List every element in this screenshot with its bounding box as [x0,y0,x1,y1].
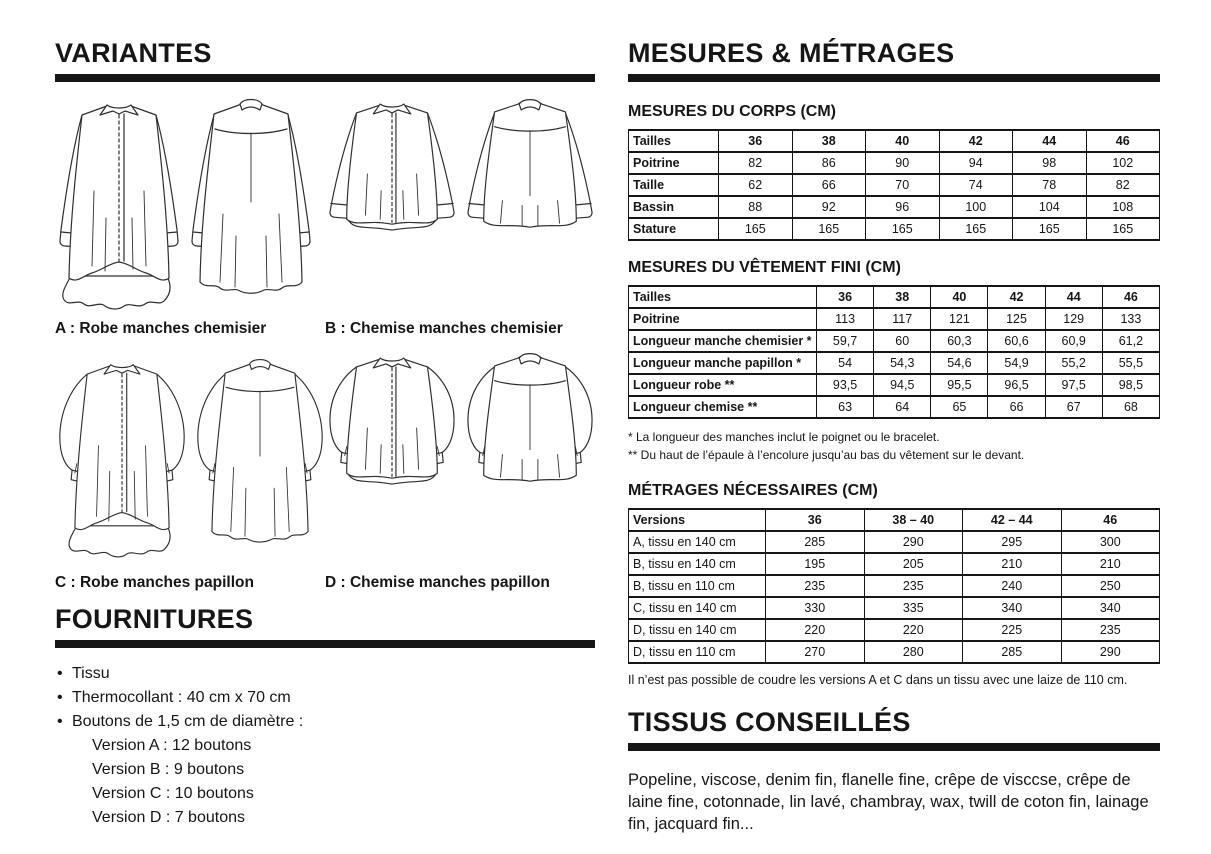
table-row [629,619,1160,641]
dress-shirt-sleeve-front-illustration [57,96,181,311]
cell-value: 66 [988,396,1045,418]
list-item: Version C : 10 boutons [92,785,254,802]
header-size: 38 – 40 [864,509,963,531]
cell-value: 225 [963,619,1062,641]
row-label: C, tissu en 140 cm [629,597,766,619]
cell-value: 220 [864,619,963,641]
cell-value: 235 [766,575,865,597]
mesures-heading-rule [628,74,1160,82]
cell-value: 205 [864,553,963,575]
row-label: Stature [629,218,719,240]
cell-value: 98 [1013,152,1087,174]
table-row [629,575,1160,597]
row-label: D, tissu en 140 cm [629,619,766,641]
row-label: Poitrine [629,152,719,174]
cell-value: 65 [931,396,988,418]
cell-value: 88 [719,196,793,218]
header-size: 38 [792,130,866,152]
variant-d [325,350,595,592]
row-label: Longueur robe ** [629,374,817,396]
table-row [629,352,1160,374]
tissus-heading-rule [628,743,1160,751]
row-label: A, tissu en 140 cm [629,531,766,553]
cell-value: 280 [864,641,963,663]
header-size: 46 [1086,130,1160,152]
header-size: 44 [1013,130,1087,152]
cell-value: 235 [864,575,963,597]
left-column [55,40,595,835]
cell-value: 100 [939,196,1013,218]
yardage-note: Il n’est pas possible de coudre les versions A et C dans un tissu avec une laize de 110 cm. [628,673,1128,687]
cell-value: 340 [1061,597,1160,619]
row-label: Taille [629,174,719,196]
cell-value: 285 [766,531,865,553]
list-item: • Tissu [55,662,595,686]
list-item: Version A : 12 boutons [92,737,252,754]
dress-papillon-sleeve-back-illustration [195,350,325,565]
cell-value: 62 [719,174,793,196]
cell-value: 94 [939,152,1013,174]
body-measurements-title: MESURES DU CORPS (CM) [628,103,837,120]
header-size: 42 [988,286,1045,308]
cell-value: 97,5 [1045,374,1102,396]
table-header-row [629,286,1160,308]
table-row [629,308,1160,330]
table-row [629,330,1160,352]
header-size: 42 – 44 [963,509,1062,531]
header-size: 38 [874,286,931,308]
cell-value: 113 [817,308,874,330]
dress-shirt-sleeve-back-illustration [189,96,313,311]
cell-value: 82 [1086,174,1160,196]
fournitures-heading-rule [55,640,595,648]
finished-garment-title: MESURES DU VÊTEMENT FINI (CM) [628,259,901,276]
header-size: 36 [719,130,793,152]
cell-value: 96 [866,196,940,218]
cell-value: 70 [866,174,940,196]
footnote-sleeve: * La longueur des manches inclut le poignet ou le bracelet. [628,430,940,444]
table-row [629,374,1160,396]
cell-value: 59,7 [817,330,874,352]
yardage-table [628,508,1160,664]
cell-value: 270 [766,641,865,663]
finished-garment-table [628,285,1160,419]
header-size: 36 [766,509,865,531]
cell-value: 133 [1102,308,1159,330]
mesures-metrages-title: MESURES & MÉTRAGES [628,38,955,68]
header-size: 44 [1045,286,1102,308]
cell-value: 240 [963,575,1062,597]
cell-value: 220 [766,619,865,641]
cell-value: 68 [1102,396,1159,418]
cell-value: 165 [1086,218,1160,240]
variant-c [55,350,325,592]
list-item: Version D : 7 boutons [92,809,245,826]
shirt-shirt-sleeve-back-illustration [465,96,595,248]
right-column [628,40,1160,835]
table-row [629,396,1160,418]
fournitures-list [55,662,595,734]
header-size: 40 [866,130,940,152]
row-label: Bassin [629,196,719,218]
variant-a-figures [55,96,325,311]
fournitures-title: FOURNITURES [55,604,254,634]
cell-value: 54,6 [931,352,988,374]
cell-value: 125 [988,308,1045,330]
cell-value: 300 [1061,531,1160,553]
cell-value: 60,3 [931,330,988,352]
cell-value: 129 [1045,308,1102,330]
body-measurements-table [628,129,1160,241]
cell-value: 98,5 [1102,374,1159,396]
footnote-length: ** Du haut de l’épaule à l’encolure jusqu’au bas du vêtement sur le devant. [628,448,1025,462]
cell-value: 92 [792,196,866,218]
header-size: 46 [1102,286,1159,308]
cell-value: 165 [939,218,1013,240]
row-label: Longueur manche papillon * [629,352,817,374]
cell-value: 108 [1086,196,1160,218]
cell-value: 165 [719,218,793,240]
cell-value: 93,5 [817,374,874,396]
header-label: Tailles [629,286,817,308]
cell-value: 340 [963,597,1062,619]
variants-grid [55,96,595,592]
variant-a-caption: A : Robe manches chemisier [55,320,267,337]
cell-value: 63 [817,396,874,418]
shirt-papillon-sleeve-back-illustration [465,350,595,502]
table-row [629,597,1160,619]
header-size: 46 [1061,509,1160,531]
shirt-shirt-sleeve-front-illustration [327,96,457,248]
cell-value: 165 [1013,218,1087,240]
row-label: Poitrine [629,308,817,330]
cell-value: 250 [1061,575,1160,597]
list-item: • Thermocollant : 40 cm x 70 cm [55,686,595,710]
row-label: Longueur chemise ** [629,396,817,418]
cell-value: 290 [864,531,963,553]
cell-value: 78 [1013,174,1087,196]
cell-value: 96,5 [988,374,1045,396]
yardage-title: MÉTRAGES NÉCESSAIRES (CM) [628,482,878,499]
footnotes [628,428,1160,464]
cell-value: 60 [874,330,931,352]
variant-a [55,96,325,338]
table-row [629,196,1160,218]
table-row [629,174,1160,196]
cell-value: 335 [864,597,963,619]
dress-papillon-sleeve-front-illustration [57,350,187,565]
cell-value: 165 [866,218,940,240]
cell-value: 61,2 [1102,330,1159,352]
cell-value: 290 [1061,641,1160,663]
cell-value: 104 [1013,196,1087,218]
row-label: B, tissu en 110 cm [629,575,766,597]
row-label: B, tissu en 140 cm [629,553,766,575]
recommended-fabrics-text: Popeline, viscose, denim fin, flanelle fine, crêpe de visccse, crêpe de laine fine, cotonnade, lin lavé, chambray, wax, twill de coton fin, lainage fin, jacquard fin... [628,771,1149,833]
cell-value: 285 [963,641,1062,663]
cell-value: 94,5 [874,374,931,396]
header-label: Versions [629,509,766,531]
cell-value: 95,5 [931,374,988,396]
cell-value: 121 [931,308,988,330]
cell-value: 86 [792,152,866,174]
row-label: D, tissu en 110 cm [629,641,766,663]
variant-d-caption: D : Chemise manches papillon [325,574,550,591]
list-item: • Boutons de 1,5 cm de diamètre : [55,710,595,734]
table-header-row [629,509,1160,531]
list-item: Version B : 9 boutons [92,761,245,778]
table-row [629,218,1160,240]
tissus-title: TISSUS CONSEILLÉS [628,707,911,737]
cell-value: 60,9 [1045,330,1102,352]
table-row [629,531,1160,553]
cell-value: 55,2 [1045,352,1102,374]
cell-value: 55,5 [1102,352,1159,374]
cell-value: 235 [1061,619,1160,641]
cell-value: 90 [866,152,940,174]
cell-value: 67 [1045,396,1102,418]
shirt-papillon-sleeve-front-illustration [327,350,457,502]
cell-value: 195 [766,553,865,575]
cell-value: 60,6 [988,330,1045,352]
variant-b-caption: B : Chemise manches chemisier [325,320,563,337]
row-label: Longueur manche chemisier * [629,330,817,352]
cell-value: 165 [792,218,866,240]
buttons-versions-list [55,734,595,830]
variant-c-caption: C : Robe manches papillon [55,574,254,591]
header-size: 36 [817,286,874,308]
variant-b [325,96,595,338]
variant-b-figures [325,96,595,311]
header-size: 40 [931,286,988,308]
variant-d-figures [325,350,595,565]
cell-value: 210 [1061,553,1160,575]
cell-value: 330 [766,597,865,619]
table-header-row [629,130,1160,152]
cell-value: 66 [792,174,866,196]
cell-value: 117 [874,308,931,330]
header-size: 42 [939,130,1013,152]
cell-value: 82 [719,152,793,174]
cell-value: 54,9 [988,352,1045,374]
table-row [629,553,1160,575]
header-label: Tailles [629,130,719,152]
cell-value: 295 [963,531,1062,553]
variantes-heading-rule [55,74,595,82]
cell-value: 74 [939,174,1013,196]
variant-c-figures [55,350,325,565]
table-row [629,152,1160,174]
cell-value: 210 [963,553,1062,575]
table-row [629,641,1160,663]
cell-value: 54,3 [874,352,931,374]
variantes-title: VARIANTES [55,38,212,68]
cell-value: 64 [874,396,931,418]
cell-value: 102 [1086,152,1160,174]
cell-value: 54 [817,352,874,374]
